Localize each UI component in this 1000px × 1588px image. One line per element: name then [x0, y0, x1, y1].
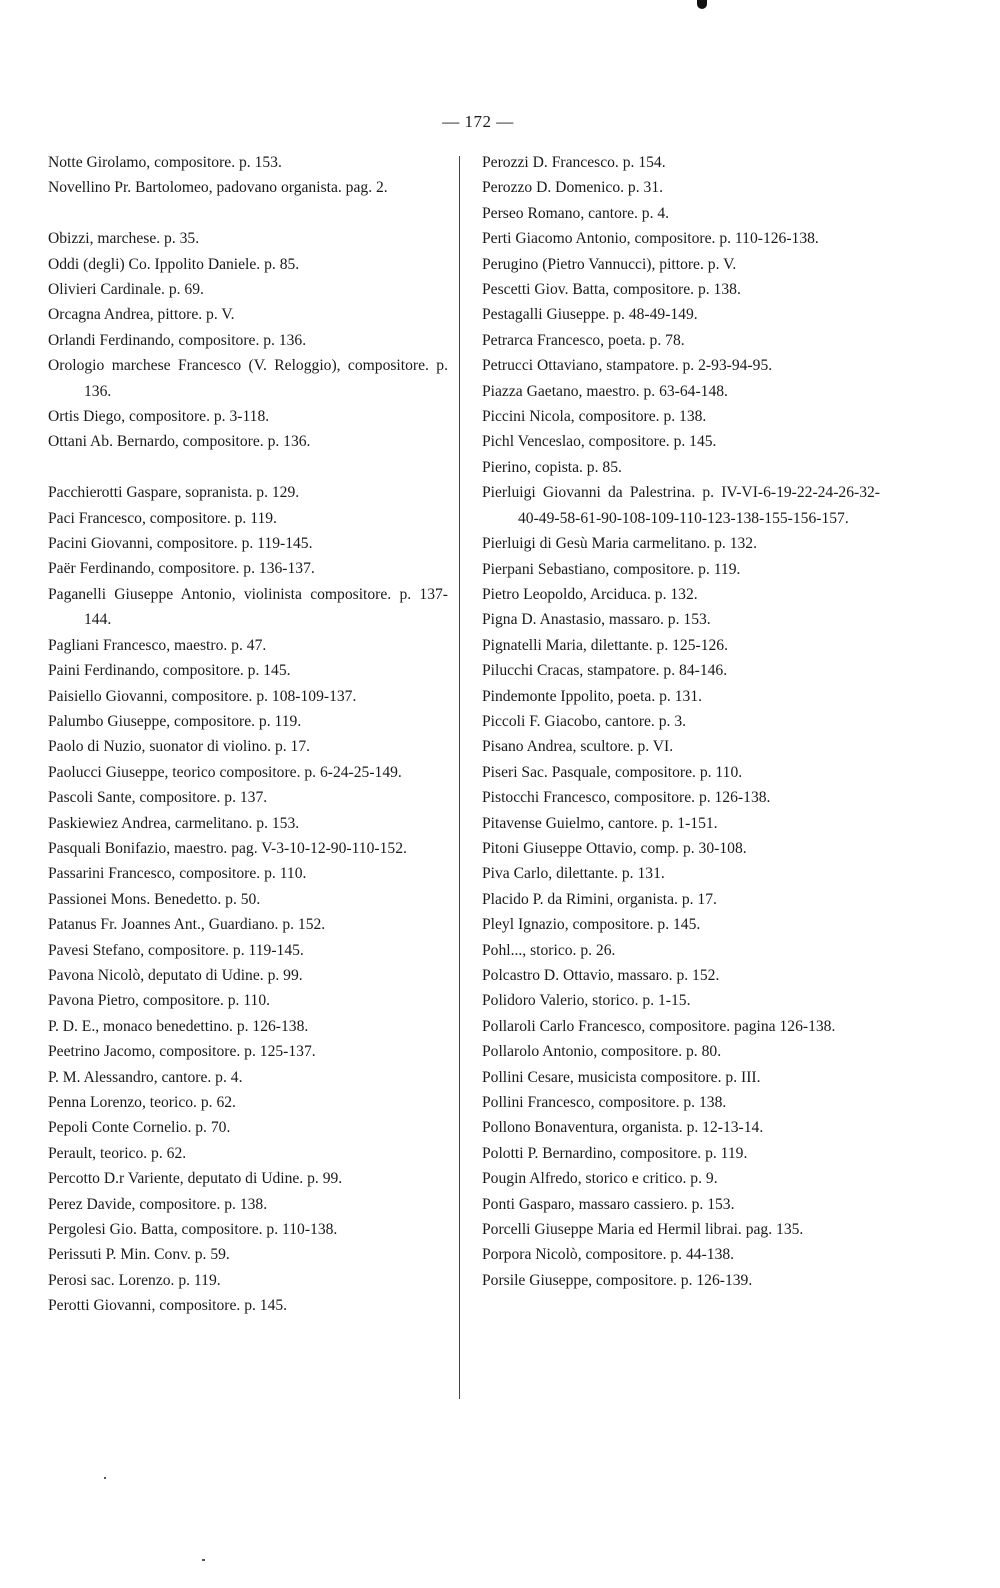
- index-entry: Pierluigi di Gesù Maria carmelitano. p. 132.: [482, 535, 757, 553]
- speck: [202, 1559, 205, 1561]
- index-entry: Paolo di Nuzio, suonator di violino. p. 17.: [48, 738, 311, 756]
- index-entry: Pougin Alfredo, storico e critico. p. 9.: [482, 1170, 718, 1188]
- index-entry: Pollaroli Carlo Francesco, compositore. pagina 126-138.: [482, 1017, 836, 1035]
- index-entry: Pistocchi Francesco, compositore. p. 126-138.: [482, 789, 771, 807]
- index-entry: Obizzi, marchese. p. 35.: [48, 230, 200, 248]
- index-entry: Perez Davide, compositore. p. 138.: [48, 1195, 268, 1213]
- index-entry: Pacini Giovanni, compositore. p. 119-145.: [48, 535, 313, 553]
- index-entry: Paolucci Giuseppe, teorico compositore. p. 6-24-25-149.: [48, 763, 402, 781]
- index-entry: Pichl Venceslao, compositore. p. 145.: [482, 433, 717, 451]
- index-entry: Perugino (Pietro Vannucci), pittore. p. V.: [482, 255, 737, 273]
- index-entry: Piccoli F. Giacobo, cantore. p. 3.: [482, 712, 687, 730]
- index-entry: Perozzi D. Francesco. p. 154.: [482, 154, 666, 171]
- index-entry: Pavona Pietro, compositore. p. 110.: [48, 992, 271, 1010]
- index-entry: Paini Ferdinando, compositore. p. 145.: [48, 662, 291, 680]
- index-entry: Piccini Nicola, compositore. p. 138.: [482, 408, 707, 426]
- index-entry: Penna Lorenzo, teorico. p. 62.: [48, 1094, 236, 1111]
- index-entry: Porpora Nicolò, compositore. p. 44-138.: [482, 1246, 735, 1264]
- index-entry: Orlandi Ferdinando, compositore. p. 136.: [48, 331, 307, 349]
- index-entry: Pohl..., storico. p. 26.: [482, 941, 616, 959]
- index-entry: Pergolesi Gio. Batta, compositore. p. 110-138.: [48, 1221, 338, 1239]
- index-entry: P. D. E., monaco benedettino. p. 126-138.: [48, 1017, 309, 1035]
- ink-mark: [697, 0, 707, 9]
- index-entry: Paër Ferdinando, compositore. p. 136-137.: [48, 560, 315, 578]
- index-entry: Pierluigi Giovanni da Palestrina. p. IV-VI-6-19-22-24-26-32-40-49-58-61-90-108-109-110-123-138-155-156-157.: [482, 484, 880, 527]
- index-entry: Pleyl Ignazio, compositore. p. 145.: [482, 916, 701, 934]
- index-column-right: [482, 150, 880, 1293]
- speck: [104, 1477, 106, 1479]
- index-entry: Piva Carlo, dilettante. p. 131.: [482, 865, 665, 883]
- index-entry: Pavesi Stefano, compositore. p. 119-145.: [48, 941, 304, 959]
- index-entry: Polcastro D. Ottavio, massaro. p. 152.: [482, 967, 720, 984]
- index-entry: Paci Francesco, compositore. p. 119.: [48, 509, 277, 527]
- index-entry: Pilucchi Cracas, stampatore. p. 84-146.: [482, 662, 728, 680]
- page-number: — 172 —: [442, 112, 514, 131]
- index-entry: Pavona Nicolò, deputato di Udine. p. 99.: [48, 966, 303, 984]
- index-entry: Pagliani Francesco, maestro. p. 47.: [48, 636, 267, 654]
- index-entry: Perozzo D. Domenico. p. 31.: [482, 179, 664, 197]
- index-entry: Pascoli Sante, compositore. p. 137.: [48, 789, 268, 807]
- index-entry: Paskiewiez Andrea, carmelitano. p. 153.: [48, 814, 300, 832]
- index-entry: Pasquali Bonifazio, maestro. pag. V-3-10-12-90-110-152.: [48, 839, 407, 857]
- index-entry: P. M. Alessandro, cantore. p. 4.: [48, 1068, 243, 1086]
- section-gap: [48, 201, 448, 226]
- index-entry: Orcagna Andrea, pittore. p. V.: [48, 306, 235, 324]
- index-entry: Perissuti P. Min. Conv. p. 59.: [48, 1246, 230, 1264]
- index-entry: Oddi (degli) Co. Ippolito Daniele. p. 85.: [48, 255, 300, 273]
- index-entry: Pignatelli Maria, dilettante. p. 125-126.: [482, 636, 728, 654]
- index-entry: Novellino Pr. Bartolomeo, padovano organista. pag. 2.: [48, 179, 388, 197]
- index-entry: Perti Giacomo Antonio, compositore. p. 110-126-138.: [482, 230, 819, 248]
- section-gap: [48, 455, 448, 480]
- index-entry: Pisano Andrea, scultore. p. VI.: [482, 738, 674, 756]
- index-entry: Pescetti Giov. Batta, compositore. p. 138.: [482, 281, 741, 299]
- index-entry: Placido P. da Rimini, organista. p. 17.: [482, 890, 717, 908]
- index-entry: Passionei Mons. Benedetto. p. 50.: [48, 890, 261, 908]
- index-entry: Paisiello Giovanni, compositore. p. 108-109-137.: [48, 687, 357, 705]
- index-entry: Notte Girolamo, compositore. p. 153.: [48, 154, 282, 171]
- index-entry: Pindemonte Ippolito, poeta. p. 131.: [482, 687, 703, 705]
- index-entry: Pollono Bonaventura, organista. p. 12-13-14.: [482, 1119, 764, 1137]
- index-entry: Piazza Gaetano, maestro. p. 63-64-148.: [482, 382, 728, 400]
- index-entry: Pestagalli Giuseppe. p. 48-49-149.: [482, 306, 698, 324]
- index-entry: Orologio marchese Francesco (V. Reloggio), compositore. p. 136.: [48, 357, 448, 400]
- index-entry: Pollini Cesare, musicista compositore. p. III.: [482, 1068, 761, 1086]
- index-entry: Paganelli Giuseppe Antonio, violinista compositore. p. 137-144.: [48, 585, 448, 629]
- index-entry: Percotto D.r Variente, deputato di Udine. p. 99.: [48, 1170, 343, 1188]
- index-entry: Pacchierotti Gaspare, sopranista. p. 129.: [48, 484, 300, 502]
- index-entry: Petrucci Ottaviano, stampatore. p. 2-93-94-95.: [482, 357, 773, 375]
- index-entry: Polidoro Valerio, storico. p. 1-15.: [482, 992, 691, 1010]
- index-entry: Perotti Giovanni, compositore. p. 145.: [48, 1297, 288, 1315]
- index-entry: Perault, teorico. p. 62.: [48, 1144, 187, 1162]
- index-entry: Palumbo Giuseppe, compositore. p. 119.: [48, 712, 302, 730]
- index-entry: Ortis Diego, compositore. p. 3-118.: [48, 408, 270, 426]
- index-entry: Polotti P. Bernardino, compositore. p. 119.: [482, 1144, 748, 1162]
- index-entry: Passarini Francesco, compositore. p. 110.: [48, 865, 307, 883]
- index-entry: Pierpani Sebastiano, compositore. p. 119.: [482, 560, 741, 578]
- index-entry: Pigna D. Anastasio, massaro. p. 153.: [482, 611, 711, 629]
- index-entry: Pitoni Giuseppe Ottavio, comp. p. 30-108.: [482, 839, 747, 857]
- index-entry: Pierino, copista. p. 85.: [482, 458, 622, 476]
- index-entry: Petrarca Francesco, poeta. p. 78.: [482, 331, 685, 349]
- index-entry: Peetrino Jacomo, compositore. p. 125-137.: [48, 1043, 316, 1061]
- column-divider: [459, 156, 460, 1399]
- index-entry: Pepoli Conte Cornelio. p. 70.: [48, 1119, 231, 1137]
- index-entry: Ponti Gasparo, massaro cassiero. p. 153.: [482, 1195, 735, 1213]
- index-entry: Perosi sac. Lorenzo. p. 119.: [48, 1271, 221, 1289]
- index-entry: Porsile Giuseppe, compositore. p. 126-139.: [482, 1271, 753, 1289]
- index-entry: Pietro Leopoldo, Arciduca. p. 132.: [482, 585, 698, 603]
- index-entry: Pitavense Guielmo, cantore. p. 1-151.: [482, 814, 718, 832]
- index-entry: Piseri Sac. Pasquale, compositore. p. 110.: [482, 763, 743, 781]
- index-entry: Patanus Fr. Joannes Ant., Guardiano. p. 152.: [48, 916, 326, 934]
- index-entry: Perseo Romano, cantore. p. 4.: [482, 204, 670, 222]
- index-entry: Olivieri Cardinale. p. 69.: [48, 281, 204, 299]
- index-column-left: [48, 150, 448, 1319]
- index-entry: Ottani Ab. Bernardo, compositore. p. 136.: [48, 433, 311, 451]
- index-entry: Pollini Francesco, compositore. p. 138.: [482, 1094, 727, 1112]
- index-entry: Pollarolo Antonio, compositore. p. 80.: [482, 1043, 722, 1061]
- index-entry: Porcelli Giuseppe Maria ed Hermil librai. pag. 135.: [482, 1221, 804, 1239]
